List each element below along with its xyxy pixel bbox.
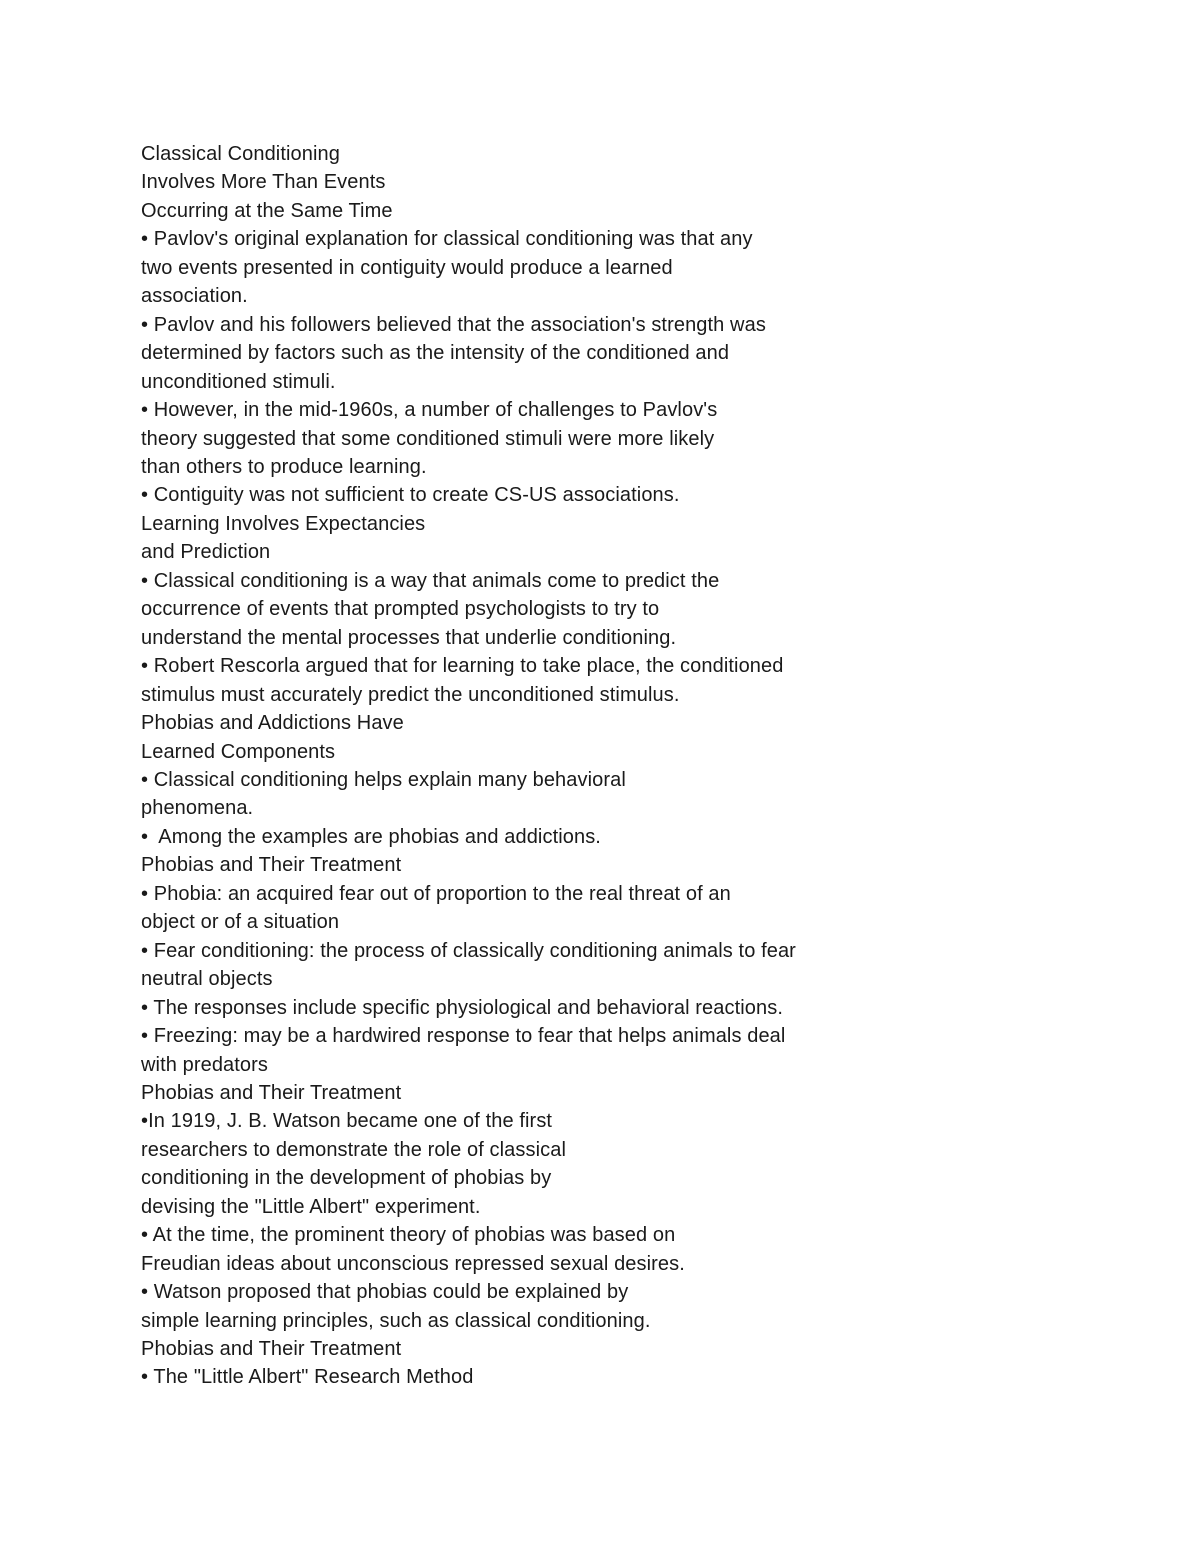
bullet-line: • Classical conditioning helps explain many behavioral	[141, 768, 626, 791]
text-line: Freudian ideas about unconscious repressed sexual desires.	[141, 1252, 685, 1275]
document-text	[141, 140, 1141, 1392]
bullet-line: • However, in the mid-1960s, a number of challenges to Pavlov's	[141, 399, 718, 422]
bullet-line: • Robert Rescorla argued that for learning to take place, the conditioned	[141, 655, 784, 678]
bullet-line: • The responses include specific physiological and behavioral reactions.	[141, 996, 783, 1019]
heading-line: Involves More Than Events	[141, 171, 386, 194]
text-line: than others to produce learning.	[141, 455, 427, 478]
bullet-line: • The "Little Albert" Research Method	[141, 1366, 474, 1389]
bullet-line: •In 1919, J. B. Watson became one of the first	[141, 1110, 553, 1133]
text-line: determined by factors such as the intensity of the conditioned and	[141, 342, 730, 365]
text-line: understand the mental processes that underlie conditioning.	[141, 626, 677, 649]
bullet-line: • Phobia: an acquired fear out of proportion to the real threat of an	[141, 882, 731, 905]
heading-line: Phobias and Their Treatment	[141, 1338, 402, 1361]
text-line: with predators	[141, 1053, 269, 1076]
text-line: theory suggested that some conditioned stimuli were more likely	[141, 427, 715, 450]
heading-line: Phobias and Addictions Have	[141, 712, 404, 735]
text-line: researchers to demonstrate the role of classical	[141, 1138, 566, 1161]
heading-line: Phobias and Their Treatment	[141, 854, 402, 877]
text-line: devising the "Little Albert" experiment.	[141, 1195, 481, 1218]
text-line: neutral objects	[141, 968, 273, 991]
bullet-line: • Among the examples are phobias and addictions.	[141, 825, 601, 848]
text-line: phenomena.	[141, 797, 254, 820]
text-line: stimulus must accurately predict the unconditioned stimulus.	[141, 683, 680, 706]
text-line: occurrence of events that prompted psychologists to try to	[141, 598, 660, 621]
heading-line: Occurring at the Same Time	[141, 199, 393, 222]
bullet-line: • Contiguity was not sufficient to create CS-US associations.	[141, 484, 680, 507]
text-line: unconditioned stimuli.	[141, 370, 336, 393]
text-line: object or of a situation	[141, 911, 340, 934]
bullet-line: • Watson proposed that phobias could be explained by	[141, 1281, 629, 1304]
text-line: association.	[141, 285, 248, 308]
bullet-line: • Fear conditioning: the process of classically conditioning animals to fear	[141, 939, 796, 962]
heading-line: Learning Involves Expectancies	[141, 512, 426, 535]
bullet-line: • Freezing: may be a hardwired response to fear that helps animals deal	[141, 1025, 786, 1048]
bullet-line: • At the time, the prominent theory of phobias was based on	[141, 1224, 676, 1247]
text-line: conditioning in the development of phobias by	[141, 1167, 552, 1190]
bullet-line: • Pavlov and his followers believed that the association's strength was	[141, 313, 766, 336]
bullet-line: • Pavlov's original explanation for classical conditioning was that any	[141, 228, 753, 251]
heading-line: Learned Components	[141, 740, 336, 763]
heading-line: Classical Conditioning	[141, 143, 340, 165]
heading-line: Phobias and Their Treatment	[141, 1081, 402, 1104]
heading-line: and Prediction	[141, 541, 271, 564]
bullet-line: • Classical conditioning is a way that animals come to predict the	[141, 569, 720, 592]
text-line: two events presented in contiguity would produce a learned	[141, 256, 673, 279]
text-line: simple learning principles, such as classical conditioning.	[141, 1309, 651, 1332]
